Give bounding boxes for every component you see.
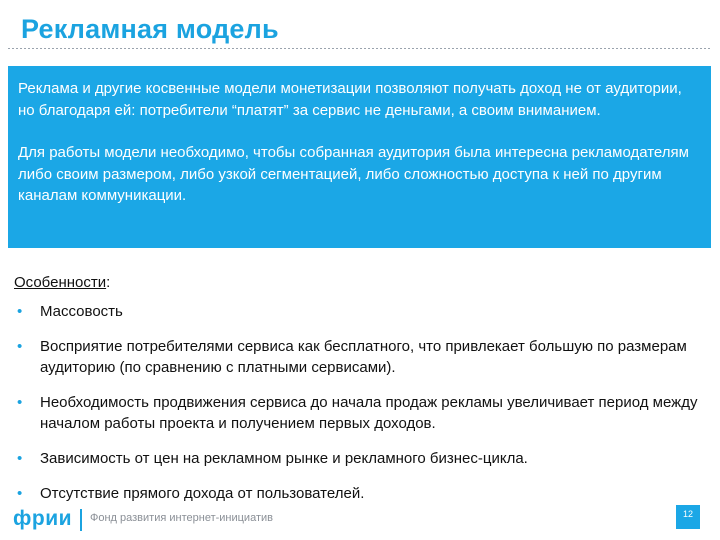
- bullet-icon: •: [17, 394, 23, 411]
- title-divider: [8, 48, 712, 49]
- callout-box: [8, 66, 711, 248]
- list-item: [14, 392, 710, 434]
- bullet-icon: •: [17, 303, 23, 320]
- list-item-text: Массовость: [40, 303, 123, 320]
- frii-logo: фрии: [13, 507, 73, 530]
- callout-paragraph-2: Для работы модели необходимо, чтобы собранная аудитория была интересна рекламодателям либо своим размером, либо узкой сегментацией, либо сложностью доступа к ней по другим каналам коммуникации.: [18, 144, 689, 204]
- bullet-icon: •: [17, 450, 23, 467]
- bullet-icon: •: [17, 338, 23, 355]
- features-heading: [14, 272, 710, 293]
- callout-paragraph-1: Реклама и другие косвенные модели монетизации позволяют получать доход не от аудитории, но благодаря ей: потребители “платят” за сервис не деньгами, а своим вниманием.: [18, 80, 682, 119]
- list-item: [14, 483, 710, 504]
- features-list: [14, 301, 710, 504]
- list-item: [14, 336, 710, 378]
- list-item-text: Зависимость от цен на рекламном рынке и рекламного бизнес-цикла.: [40, 450, 528, 467]
- slide-title: Рекламная модель: [21, 14, 279, 44]
- list-item: [14, 301, 710, 322]
- footer-divider: [80, 509, 82, 531]
- list-item-text: Восприятие потребителями сервиса как бесплатного, что привлекает большую по размерам аудиторию (по сравнению с платными сервисами).: [40, 338, 687, 376]
- footer-tagline: Фонд развития интернет-инициатив: [90, 512, 273, 524]
- features-section: [14, 272, 710, 518]
- page-number: 12: [676, 505, 700, 529]
- list-item: [14, 448, 710, 469]
- features-title-colon: :: [106, 274, 111, 291]
- list-item-text: Отсутствие прямого дохода от пользователей.: [40, 485, 365, 502]
- list-item-text: Необходимость продвижения сервиса до начала продаж рекламы увеличивает период между началом работы проекта и получением первых доходов.: [40, 394, 698, 432]
- bullet-icon: •: [17, 485, 23, 502]
- features-title: Особенности: [14, 274, 107, 291]
